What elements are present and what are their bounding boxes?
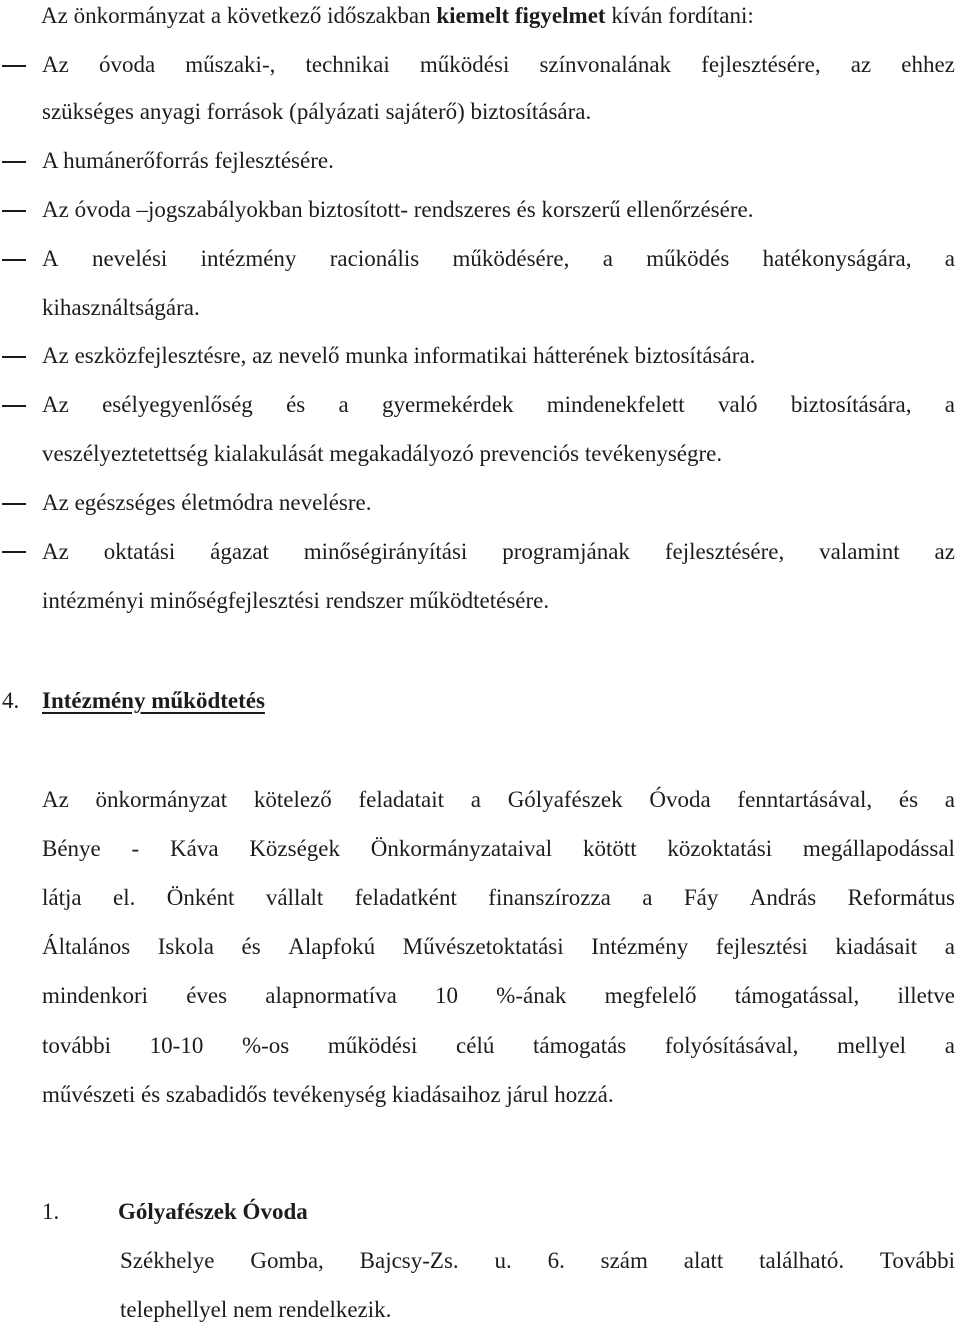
word: Bajcsy-Zs. <box>359 1248 459 1273</box>
subsection-1-number: 1. <box>42 1199 60 1224</box>
word: Az <box>42 52 69 77</box>
bullet-7-line-1: Az egészséges életmódra nevelésre. <box>42 490 372 515</box>
dash-bullet-icon <box>2 161 26 163</box>
dash-bullet-icon <box>2 551 26 553</box>
word: Önkormányzataival <box>370 836 553 861</box>
intro-line <box>41 1 754 31</box>
word: Gólyafészek <box>507 787 623 812</box>
word: a <box>642 885 653 910</box>
word: mindenekfelett <box>546 392 685 417</box>
word: óvoda <box>98 52 156 77</box>
word: folyósításával, <box>664 1033 799 1058</box>
word: célú <box>456 1033 495 1058</box>
word: Alapfokú <box>288 934 376 959</box>
word: a <box>470 787 481 812</box>
word: megfelelő <box>604 983 697 1008</box>
word: és <box>241 934 261 959</box>
word: Káva <box>170 836 219 861</box>
dash-bullet-icon <box>2 405 26 407</box>
word: %-ának <box>496 983 567 1008</box>
intro-text-start: Az önkormányzat a következő időszakban <box>41 3 437 28</box>
dash-bullet-icon <box>2 259 26 261</box>
word: látja <box>42 885 82 910</box>
paragraph-line-6 <box>42 1031 955 1061</box>
bullet-6-line-1 <box>42 390 955 420</box>
word: 10 <box>435 983 458 1008</box>
word: Az <box>42 539 69 564</box>
word: finanszírozza <box>488 885 611 910</box>
bullet-4-line-2: kihasználtságára. <box>42 295 200 320</box>
word: feladatként <box>354 885 457 910</box>
word: illetve <box>897 983 955 1008</box>
word: hatékonyságára, <box>762 246 912 271</box>
word: fenntartásával, <box>737 787 873 812</box>
word: Községek <box>249 836 340 861</box>
word: oktatási <box>103 539 176 564</box>
word: szám <box>600 1248 648 1273</box>
word: az <box>850 52 872 77</box>
word: racionális <box>329 246 420 271</box>
word: programjának <box>502 539 630 564</box>
word: mellyel <box>837 1033 907 1058</box>
bullet-2-line-1: A humánerőforrás fejlesztésére. <box>42 148 334 173</box>
word: támogatás <box>533 1033 627 1058</box>
bullet-1-line-2: szükséges anyagi források (pályázati sajáterő) biztosítására. <box>42 99 592 124</box>
word: Intézmény <box>591 934 689 959</box>
word: nevelési <box>91 246 168 271</box>
word: működési <box>327 1033 418 1058</box>
word: közoktatási <box>667 836 773 861</box>
word: további <box>42 1033 111 1058</box>
word: kötött <box>582 836 637 861</box>
intro-text-end: kíván fordítani: <box>605 3 754 28</box>
word: Önként <box>166 885 235 910</box>
word: technikai <box>305 52 390 77</box>
word: a <box>944 392 955 417</box>
section-4-title: Intézmény működtetés <box>42 688 265 713</box>
word: ehhez <box>901 52 955 77</box>
word: és <box>898 787 919 812</box>
word: Bénye <box>42 836 101 861</box>
word: található. <box>759 1248 845 1273</box>
word: fejlesztésére, <box>664 539 785 564</box>
word: Általános <box>42 934 131 959</box>
word: működés <box>646 246 730 271</box>
word: Fáy <box>683 885 719 910</box>
word: fejlesztési <box>715 934 808 959</box>
subsection-1-line-1 <box>120 1246 955 1276</box>
word: a <box>338 392 349 417</box>
word: feladatait <box>358 787 445 812</box>
word: 10-10 <box>149 1033 204 1058</box>
word: Óvoda <box>649 787 711 812</box>
dash-bullet-icon <box>2 503 26 505</box>
word: mindenkori <box>42 983 149 1008</box>
word: ágazat <box>210 539 269 564</box>
word: András <box>749 885 817 910</box>
word: alapnormatíva <box>265 983 397 1008</box>
word: működési <box>419 52 510 77</box>
word: a <box>944 1033 955 1058</box>
intro-bold-text: kiemelt figyelmet <box>436 3 606 28</box>
dash-bullet-icon <box>2 210 26 212</box>
word: kiadásait <box>835 934 918 959</box>
word: A <box>42 246 59 271</box>
word: alatt <box>683 1248 724 1273</box>
word: kötelező <box>253 787 332 812</box>
paragraph-line-3 <box>42 883 955 913</box>
paragraph-line-1 <box>42 785 955 815</box>
word: az <box>934 539 955 564</box>
bullet-4-line-1 <box>42 244 955 274</box>
word: valamint <box>819 539 900 564</box>
word: megállapodással <box>802 836 955 861</box>
word: További <box>879 1248 955 1273</box>
word: fejlesztésére, <box>701 52 821 77</box>
word: gyermekérdek <box>381 392 514 417</box>
word: u. <box>494 1248 512 1273</box>
word: éves <box>186 983 228 1008</box>
paragraph-line-5 <box>42 981 955 1011</box>
dash-bullet-icon <box>2 65 26 67</box>
word: színvonalának <box>539 52 672 77</box>
paragraph-line-7: művészeti és szabadidős tevékenység kiadásaihoz járul hozzá. <box>42 1082 614 1107</box>
word: Református <box>847 885 955 910</box>
word: műszaki-, <box>185 52 276 77</box>
word: a <box>602 246 613 271</box>
bullet-8-line-2: intézményi minőségfejlesztési rendszer működtetésére. <box>42 588 550 613</box>
word: vállalt <box>265 885 324 910</box>
word: a <box>944 246 955 271</box>
subsection-1-title: Gólyafészek Óvoda <box>118 1199 308 1224</box>
word: esélyegyenlőség <box>102 392 253 417</box>
bullet-3-line-1: Az óvoda –jogszabályokban biztosított- rendszeres és korszerű ellenőrzésére. <box>42 197 754 222</box>
word: a <box>944 787 955 812</box>
word: el. <box>112 885 136 910</box>
word: Művészetoktatási <box>402 934 564 959</box>
word: minőségirányítási <box>303 539 468 564</box>
word: és <box>286 392 306 417</box>
bullet-6-line-2: veszélyeztetettség kialakulását megakadályozó prevenciós tevékenységre. <box>42 441 723 466</box>
word: önkormányzat <box>95 787 228 812</box>
word: Székhelye <box>120 1248 215 1273</box>
word: való <box>717 392 758 417</box>
word: Az <box>42 787 69 812</box>
word: Az <box>42 392 69 417</box>
paragraph-line-4 <box>42 932 955 962</box>
word: intézmény <box>200 246 297 271</box>
dash-bullet-icon <box>2 356 26 358</box>
word: működésére, <box>452 246 570 271</box>
subsection-1-line-2: telephellyel nem rendelkezik. <box>120 1297 392 1322</box>
section-4-number: 4. <box>2 688 20 713</box>
word: támogatással, <box>734 983 860 1008</box>
word: - <box>131 836 140 861</box>
word: biztosítására, <box>790 392 912 417</box>
word: a <box>944 934 955 959</box>
bullet-8-line-1 <box>42 537 955 567</box>
word: Gomba, <box>250 1248 324 1273</box>
paragraph-line-2 <box>42 834 955 864</box>
word: 6. <box>547 1248 565 1273</box>
bullet-1-line-1 <box>42 50 955 80</box>
word: Iskola <box>157 934 214 959</box>
bullet-5-line-1: Az eszközfejlesztésre, az nevelő munka informatikai hátterének biztosítására. <box>42 343 756 368</box>
word: %-os <box>241 1033 290 1058</box>
